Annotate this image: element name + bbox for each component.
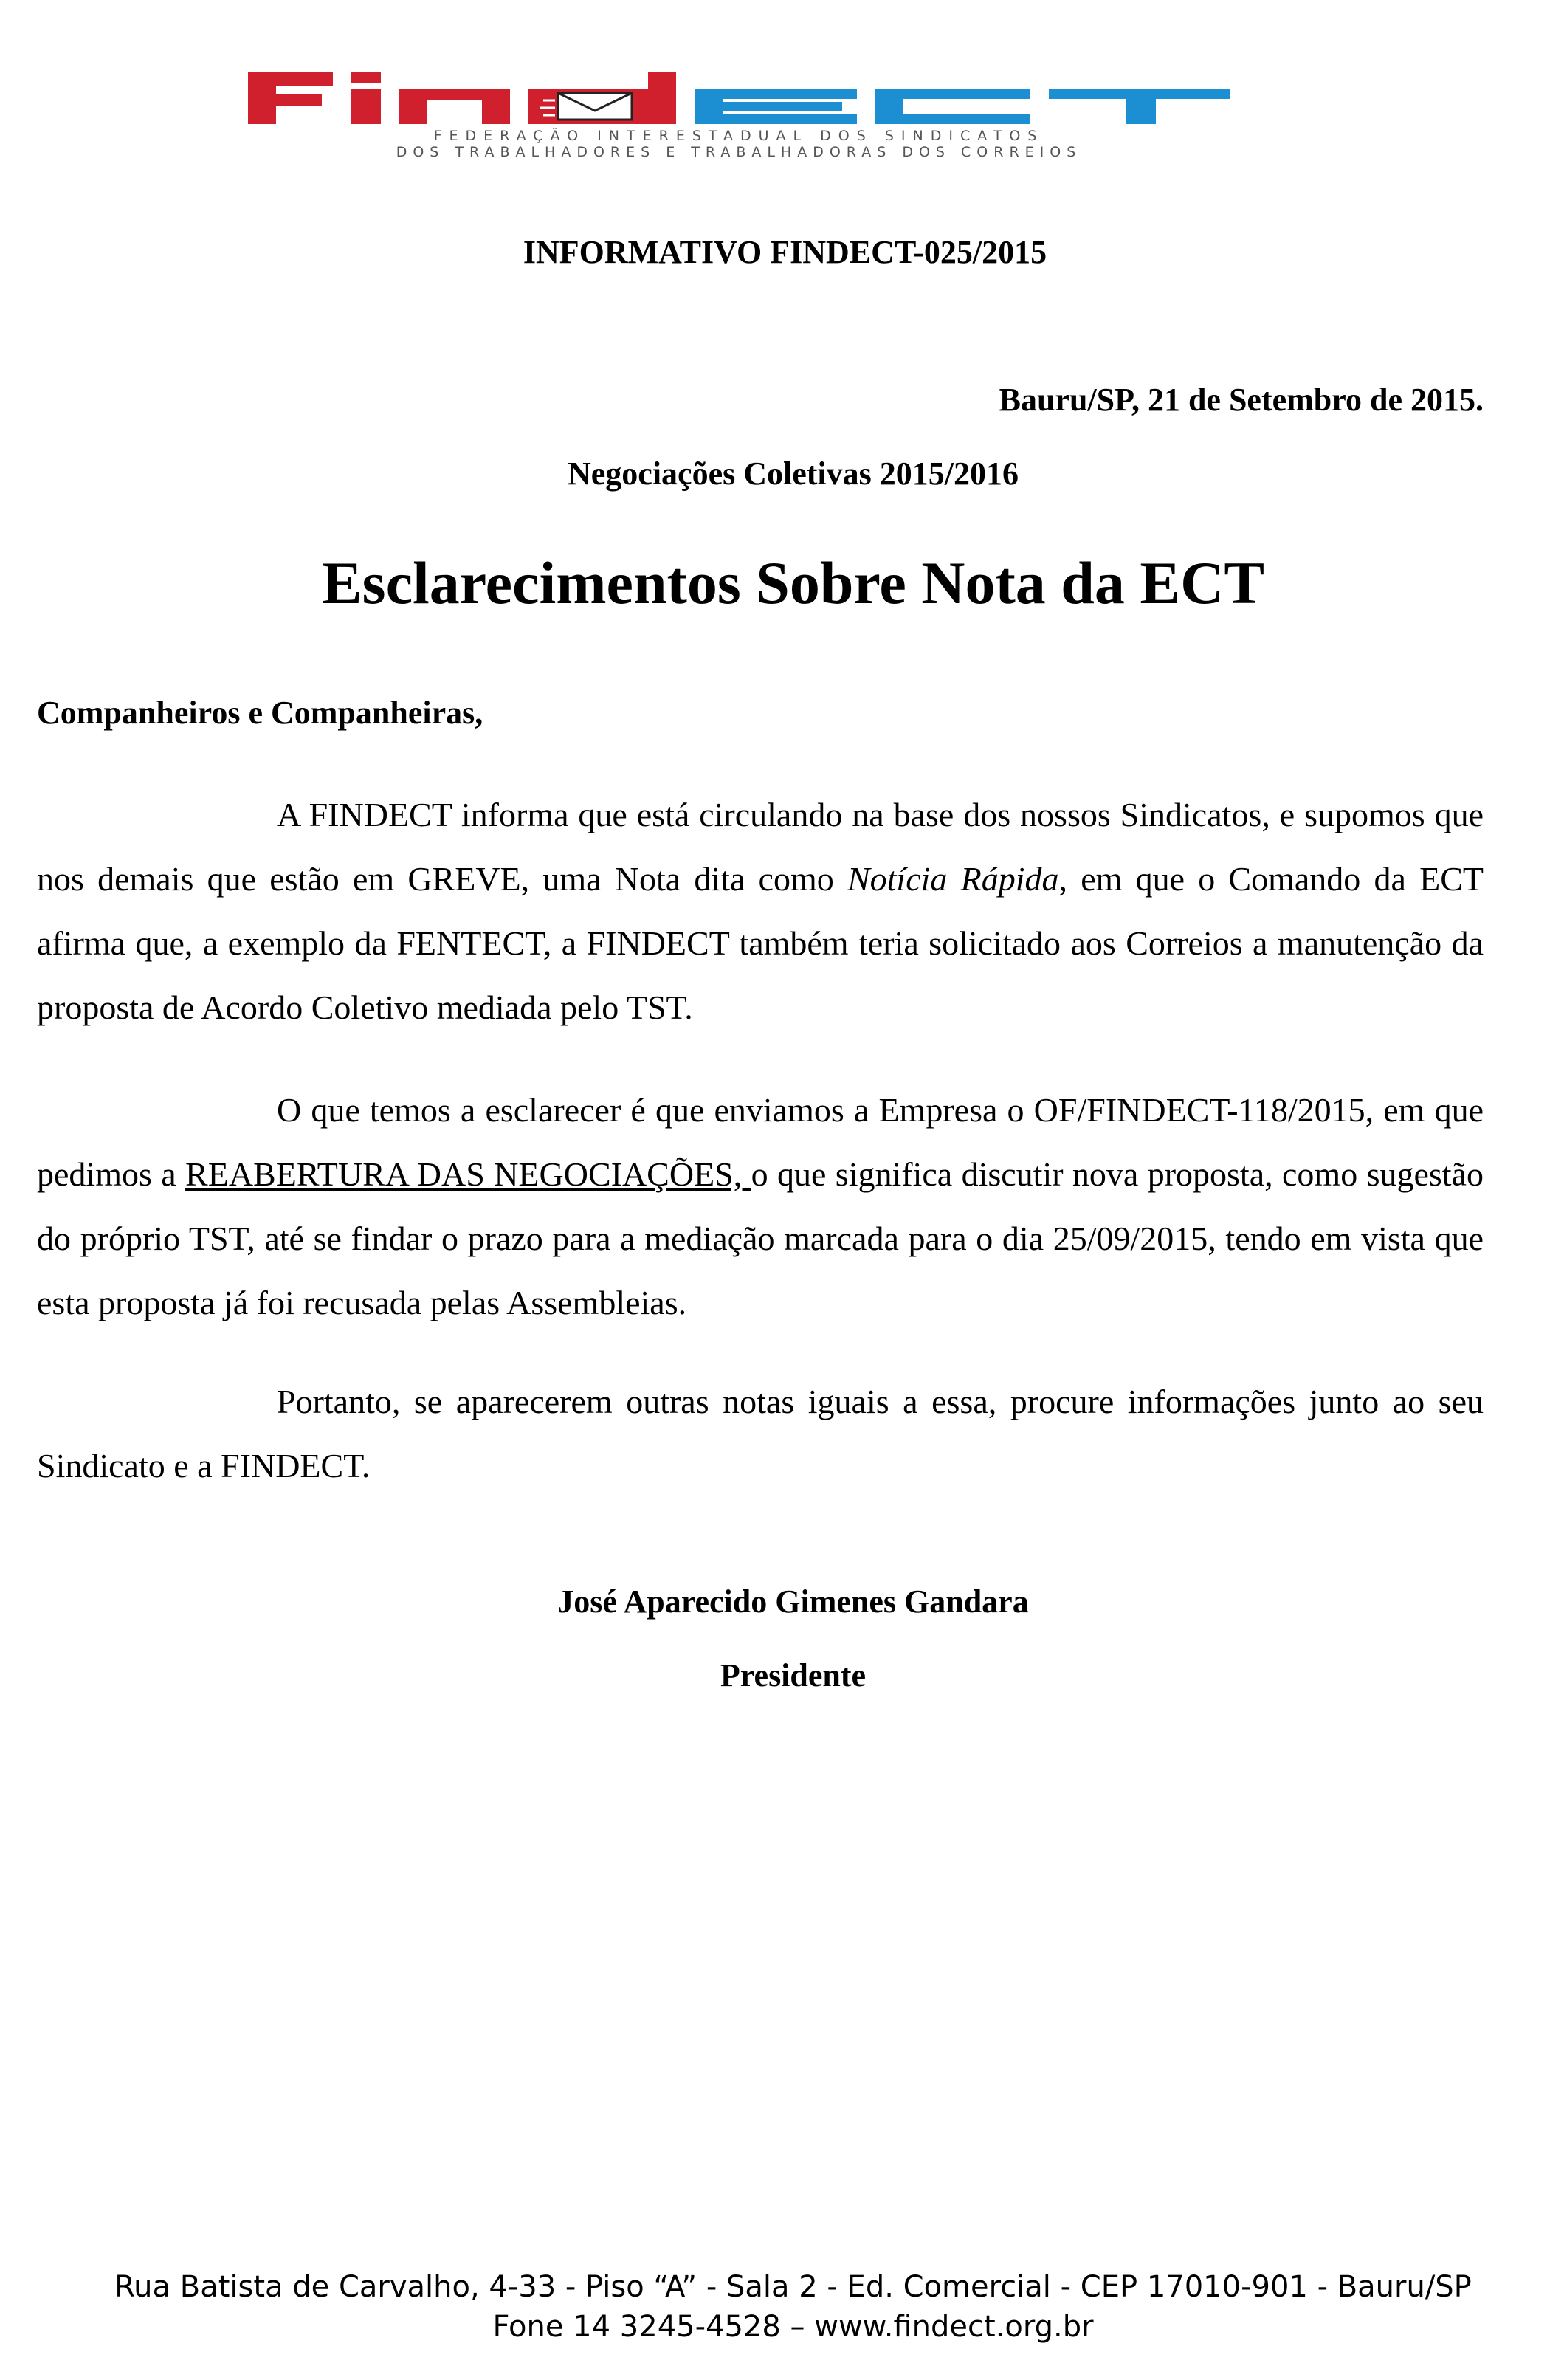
salutation: Companheiros e Companheiras, bbox=[37, 695, 483, 731]
logo-line-1: FEDERAÇÃO INTERESTADUAL DOS SINDICATOS bbox=[433, 128, 1044, 144]
paragraph-3: Portanto, se aparecerem outras notas iguais a essa, procure informações junto ao seu Sindicato e a FINDECT. bbox=[37, 1383, 1484, 1485]
signer-name: José Aparecido Gimenes Gandara bbox=[557, 1583, 1029, 1620]
footer-contact: Fone 14 3245-4528 – www.findect.org.br bbox=[492, 2310, 1094, 2344]
noticia-rapida-italic: Notícia Rápida bbox=[847, 860, 1059, 898]
paragraph-2 bbox=[37, 1078, 1484, 1335]
paragraph-2-text-b: o que significa discutir nova proposta, como sugestão do próprio TST, até se findar o prazo para a mediação marcada para o dia 25/09/2015, tendo em vista que esta proposta já foi recusada pelas Assembleias. bbox=[37, 1155, 1484, 1321]
findect-logo bbox=[248, 65, 1230, 161]
informativo-heading: INFORMATIVO FINDECT-025/2015 bbox=[523, 234, 1047, 270]
paragraph-1 bbox=[37, 783, 1484, 1039]
logo-line-2: DOS TRABALHADORES E TRABALHADORAS DOS CORREIOS bbox=[396, 144, 1082, 160]
subtitle: Negociações Coletivas 2015/2016 bbox=[568, 455, 1019, 492]
paragraph-1-text-b: , em que o Comando da ECT afirma que, a exemplo da FENTECT, a FINDECT também teria solicitado aos Correios a manutenção da proposta de Acordo Coletivo mediada pelo TST. bbox=[37, 860, 1484, 1026]
date-line: Bauru/SP, 21 de Setembro de 2015. bbox=[999, 382, 1484, 418]
footer-address: Rua Batista de Carvalho, 4-33 - Piso “A” - Sala 2 - Ed. Comercial - CEP 17010-901 - Bauru/SP bbox=[114, 2270, 1472, 2304]
signer-role: Presidente bbox=[720, 1657, 867, 1693]
page-title: Esclarecimentos Sobre Nota da ECT bbox=[321, 549, 1265, 616]
paragraph-1-text-a: A FINDECT informa que está circulando na base dos nossos Sindicatos, e supomos que nos demais que estão em GREVE, uma Nota dita como bbox=[37, 796, 1484, 898]
paragraph-2-text-a: O que temos a esclarecer é que enviamos a Empresa o OF/FINDECT-118/2015, em que pedimos a bbox=[37, 1091, 1484, 1193]
reabertura-underlined: REABERTURA DAS NEGOCIAÇÕES, bbox=[185, 1155, 751, 1193]
